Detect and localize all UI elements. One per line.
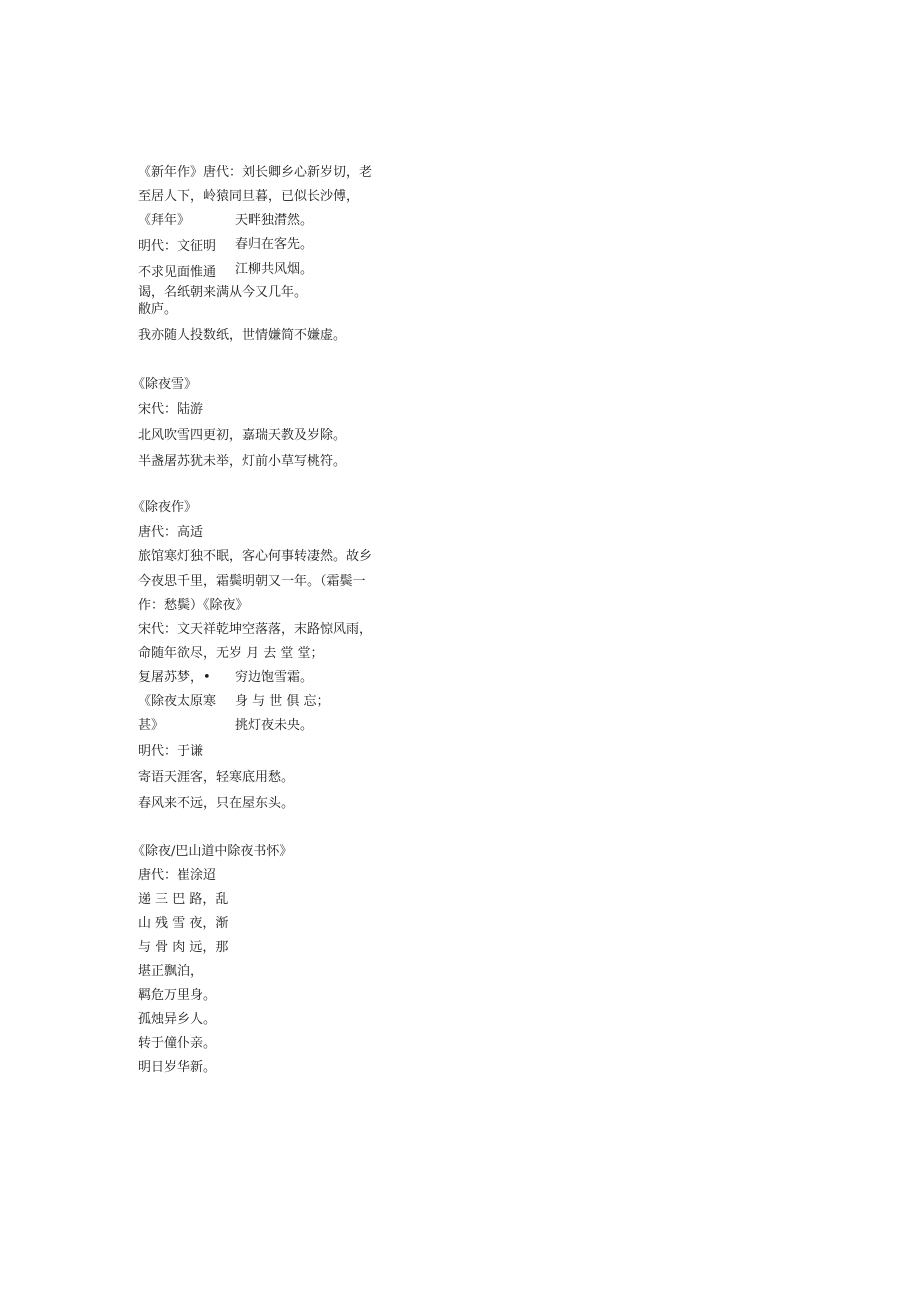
bainian-title: 《拜年》 <box>138 213 191 228</box>
chuyezuo-line-3: 作：愁鬓）《除夜》 <box>138 598 249 613</box>
taiyuan-author: 明代：于谦 <box>138 744 204 759</box>
bainian-author: 明代：文征明 <box>138 239 217 254</box>
taiyuan-line-2: 春风来不远，只在屋东头。 <box>138 796 295 811</box>
bashan-line-7: 转于僮仆亲。 <box>138 1036 217 1051</box>
bashan-line-5: 羁危万里身。 <box>138 988 217 1003</box>
chuxixue-author: 宋代：陆游 <box>138 402 204 417</box>
bainian-line-1a: 不求见面惟通 <box>138 265 217 280</box>
chuyezuo-author: 唐代：高适 <box>138 525 204 540</box>
chuye-wen-line-3-left: 复屠苏梦，• <box>138 670 211 685</box>
bainian-line-2: 我亦随人投数纸，世情嫌简不嫌虚。 <box>138 328 347 343</box>
bashan-line-2: 山 残 雪 夜，渐 <box>138 916 229 931</box>
chuye-wen-line-2: 命随年欲尽，无岁 月 去 堂 堂； <box>138 646 324 661</box>
xinnian-right-1: 天畔独潸然。 <box>235 213 314 228</box>
xinnian-line-2: 至居人下，岭猿同旦暮，已似长沙傅， <box>138 189 360 204</box>
bainian-line-1c: 敝庐。 <box>138 302 178 317</box>
chuxixue-title: 《除夜雪》 <box>132 377 198 392</box>
bashan-line-6: 孤烛异乡人。 <box>138 1012 217 1027</box>
bashan-line-8: 明日岁华新。 <box>138 1060 217 1075</box>
chuye-wen-right-5: 挑灯夜未央。 <box>235 718 314 733</box>
taiyuan-title-b: 甚》 <box>138 718 165 733</box>
bashan-title: 《除夜/巴山道中除夜书怀》 <box>132 844 293 859</box>
xinnian-right-3: 江柳共风烟。 <box>235 262 314 277</box>
bashan-line-4: 堪正飘泊， <box>138 964 204 979</box>
chuyezuo-line-2: 今夜思千里，霜鬓明朝又一年。（霜鬓一 <box>138 574 366 589</box>
xinnian-right-2: 春归在客先。 <box>235 237 314 252</box>
chuye-wen-right-4: 身 与 世 俱 忘； <box>235 694 330 709</box>
chuye-wen-line-3-right: 穷边饱雪霜。 <box>235 670 314 685</box>
chuyezuo-line-1: 旅馆寒灯独不眠，客心何事转凄然。故乡 <box>138 549 373 564</box>
chuxixue-line-1: 北风吹雪四更初，嘉瑞天教及岁除。 <box>138 428 347 443</box>
bashan-author: 唐代：崔涂迢 <box>138 868 217 883</box>
taiyuan-title-a: 《除夜太原寒 <box>138 694 217 709</box>
chuyezuo-title: 《除夜作》 <box>132 500 198 515</box>
bashan-line-3: 与 骨 肉 远，那 <box>138 940 229 955</box>
taiyuan-line-1: 寄语天涯客，轻寒底用愁。 <box>138 770 295 785</box>
bashan-line-1: 递 三 巴 路，乱 <box>138 892 229 907</box>
bainian-line-1b: 谒，名纸朝来满从今又几年。 <box>138 285 308 300</box>
chuye-wen-line-1: 宋代：文天祥乾坤空落落，末路惊风雨， <box>138 622 373 637</box>
chuxixue-line-2: 半盏屠苏犹未举，灯前小草写桃符。 <box>138 454 347 469</box>
xinnian-line-1: 《新年作》唐代：刘长卿乡心新岁切，老 <box>138 165 373 180</box>
